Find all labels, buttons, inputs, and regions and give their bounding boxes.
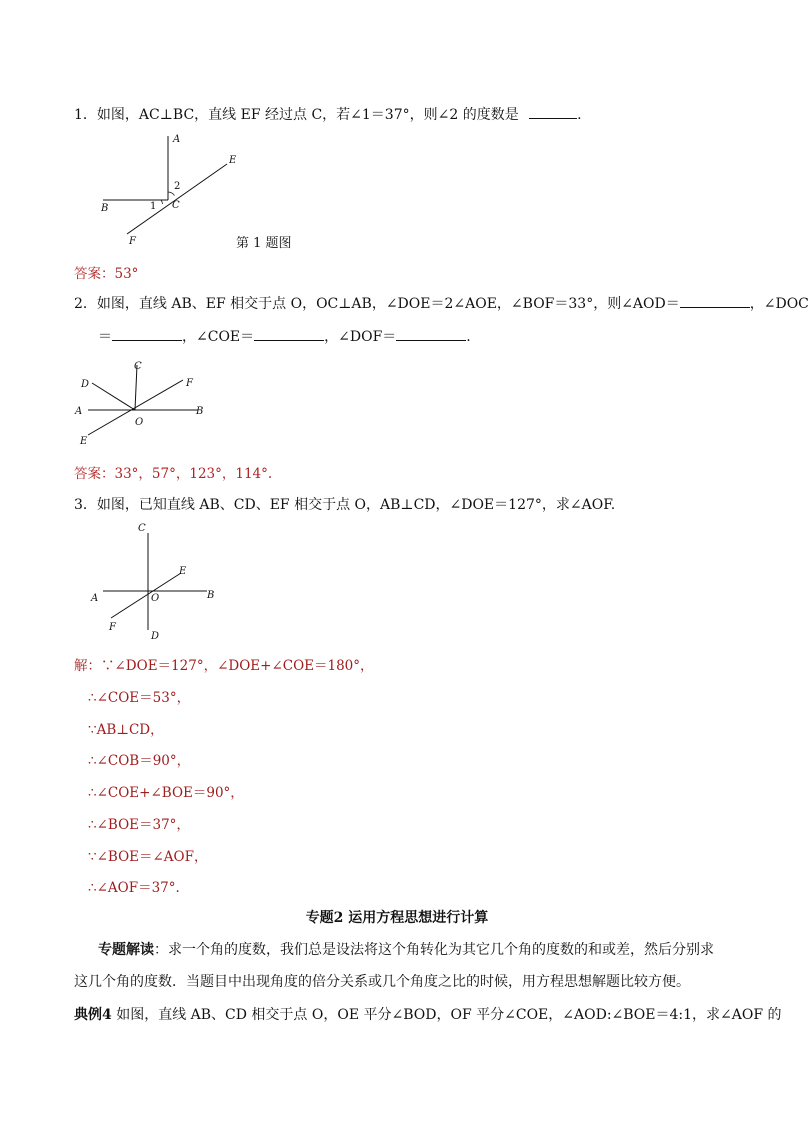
q1-label-B: B: [101, 203, 109, 214]
q2-label-C: C: [134, 361, 142, 372]
q3-label-B: B: [207, 590, 215, 601]
q3-label-F: F: [109, 622, 116, 633]
q2-answer: 答案：33°，57°，123°，114°.: [74, 466, 273, 482]
q3-label-D: D: [151, 631, 160, 642]
q3-text: 3．如图，已知直线 AB、CD、EF 相交于点 O，AB⊥CD，∠DOE＝127°，求∠AOF.: [74, 497, 616, 513]
q3-solution-line-7: ∴∠AOF＝37°.: [88, 880, 180, 896]
topic-intro-line2: 这几个角的度数．当题目中出现角度的倍分关系或几个角度之比的时候，用方程思想解题比较方便。: [74, 974, 690, 990]
q3-solution-line-0: 解：∵∠DOE＝127°，∠DOE+∠COE＝180°，: [74, 658, 374, 674]
q2-figure: [70, 355, 220, 450]
q1-label-E: E: [229, 155, 237, 166]
q3-solution-line-4: ∴∠COE+∠BOE＝90°，: [88, 785, 244, 801]
q2-blank-dof: [396, 326, 466, 341]
topic-title: 专题2 运用方程思想进行计算: [305, 910, 489, 926]
q1-label-C: C: [172, 200, 180, 211]
q1-angle-2: 2: [174, 181, 181, 192]
q2-line1: 2．如图，直线 AB、EF 相交于点 O，OC⊥AB，∠DOE＝2∠AOE，∠BOF＝33°，则∠AOD＝ ，∠DOC: [74, 293, 809, 313]
q1-answer: 答案：53°: [74, 266, 139, 282]
q3-solution-line-2: ∵AB⊥CD，: [88, 722, 164, 738]
topic-intro-line1: 专题解读：求一个角的度数，我们总是设法将这个角转化为其它几个角的度数的和或差，然后分别求: [98, 942, 714, 958]
q3-solution-line-1: ∴∠COE＝53°，: [88, 690, 191, 706]
q2-blank-aod: [680, 293, 750, 308]
q1-angle-1: 1: [150, 201, 157, 212]
q2-label-O: O: [135, 417, 144, 428]
q3-solution-line-5: ∴∠BOE＝37°，: [88, 817, 190, 833]
q1-figure-caption: 第 1 题图: [236, 236, 292, 251]
q2-blank-doc: [112, 326, 182, 341]
q1-text: 1．如图，AC⊥BC，直线 EF 经过点 C，若∠1＝37°，则∠2 的度数是 .: [74, 104, 582, 124]
q1-answer-blank: [529, 104, 577, 119]
q1-label-A: A: [173, 134, 181, 145]
q2-label-F: F: [186, 378, 193, 389]
q2-label-E: E: [80, 436, 88, 447]
q3-label-E: E: [179, 566, 187, 577]
example4-text: 典例4 如图，直线 AB、CD 相交于点 O，OE 平分∠BOD，OF 平分∠COE，∠AOD:∠BOE＝4:1，求∠AOF 的: [74, 1007, 782, 1023]
q3-solution-line-3: ∴∠COB＝90°，: [88, 753, 191, 769]
q2-label-A: A: [75, 406, 83, 417]
q2-blank-coe: [254, 326, 324, 341]
q2-line2: ＝ ，∠COE＝ ，∠DOF＝ .: [98, 326, 471, 346]
q3-solution-line-6: ∵∠BOE＝∠AOF，: [88, 849, 208, 865]
q1-label-F: F: [129, 236, 136, 247]
q3-figure: [85, 518, 225, 643]
q3-label-A: A: [91, 593, 99, 604]
q3-label-O: O: [151, 593, 160, 604]
q1-figure: [95, 128, 255, 248]
q2-label-B: B: [196, 406, 204, 417]
q2-label-D: D: [81, 379, 90, 390]
q3-label-C: C: [138, 523, 146, 534]
